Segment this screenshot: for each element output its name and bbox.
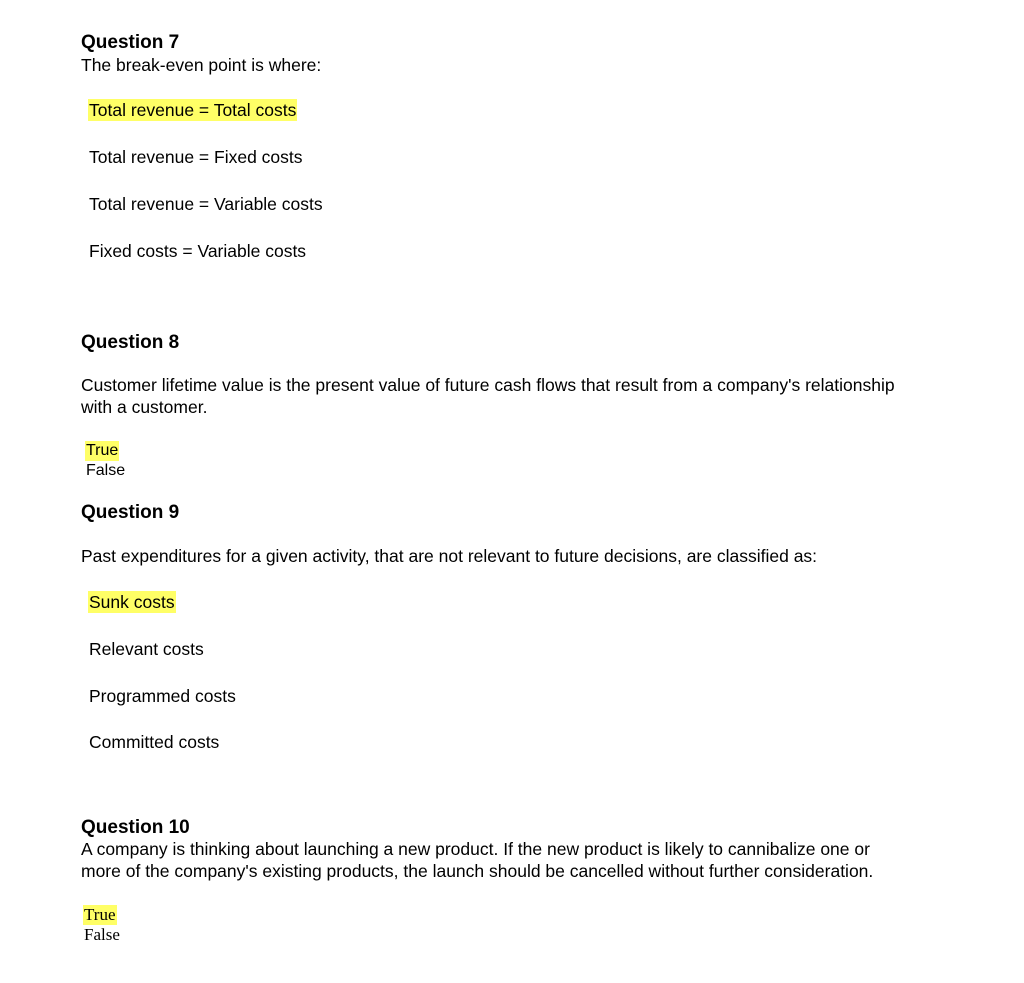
question-7-title: Question 7 bbox=[81, 32, 180, 53]
question-8-text-line-1: Customer lifetime value is the present value of future cash flows that result from a company's relationship bbox=[81, 375, 895, 395]
question-9-option-2[interactable]: Relevant costs bbox=[89, 639, 204, 659]
question-8-option-false[interactable]: False bbox=[86, 462, 126, 479]
question-7-option-3[interactable]: Total revenue = Variable costs bbox=[89, 194, 323, 214]
question-8-option-true[interactable]: True bbox=[86, 442, 119, 459]
question-7-option-4[interactable]: Fixed costs = Variable costs bbox=[89, 241, 307, 261]
question-9-title: Question 9 bbox=[81, 502, 180, 523]
question-10-text-line-1: A company is thinking about launching a new product. If the new product is likely to cannibalize one or bbox=[81, 839, 870, 859]
question-7-text: The break-even point is where: bbox=[81, 55, 322, 75]
question-7-option-2[interactable]: Total revenue = Fixed costs bbox=[89, 147, 303, 167]
question-9-option-4[interactable]: Committed costs bbox=[89, 732, 220, 752]
question-10-title: Question 10 bbox=[81, 817, 190, 838]
question-9-option-1[interactable]: Sunk costs bbox=[89, 592, 175, 612]
question-8-text-line-2: with a customer. bbox=[81, 397, 208, 417]
question-9-option-3[interactable]: Programmed costs bbox=[89, 686, 236, 706]
question-7-option-1[interactable]: Total revenue = Total costs bbox=[89, 100, 297, 120]
question-10-option-false[interactable]: False bbox=[84, 925, 120, 944]
question-9-text: Past expenditures for a given activity, that are not relevant to future decisions, are classified as: bbox=[81, 546, 818, 566]
question-10-option-true[interactable]: True bbox=[84, 905, 116, 924]
question-8-title: Question 8 bbox=[81, 332, 180, 353]
question-10-text-line-2: more of the company's existing products, the launch should be cancelled without further consideration. bbox=[81, 861, 874, 881]
